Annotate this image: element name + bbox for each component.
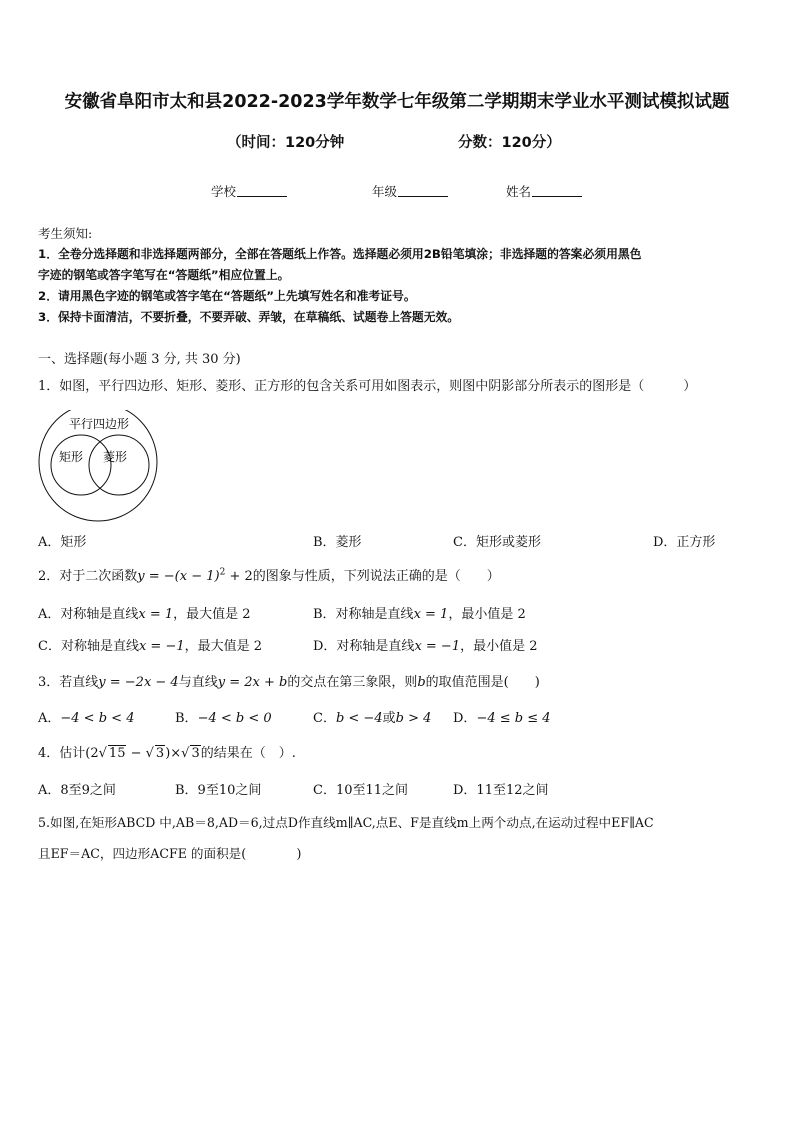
q2-stem [38,565,500,584]
q2-stem-post: 的图象与性质，下列说法正确的是（ ） [252,569,500,584]
q2-option-d[interactable]: D．对称轴是直线x = −1，最小值是 2 [313,639,538,654]
school-field [211,182,287,200]
q3-option-a[interactable]: A．−4 < b < 4 [38,711,135,726]
grade-blank [398,184,448,197]
q3-line2: y = 2x + b [217,675,288,690]
name-blank [532,184,582,197]
q1-option-a[interactable]: A．矩形 [38,535,87,550]
q4-option-a[interactable]: A．8至9之间 [38,783,116,798]
q5-stem-line1: 5.如图,在矩形ABCD 中,AB＝8,AD＝6,过点D作直线m∥AC,点E、F是直线m上两个动点,在运动过程中EF∥AC [38,815,654,830]
q4-stem: 4．估计(2√ 15 − √ 3)×√ 3的结果在（ ）. [38,746,296,761]
right-label: 菱形 [103,450,128,464]
outer-label: 平行四边形 [69,417,130,431]
name-field [506,182,582,200]
q3-option-d[interactable]: D．−4 ≤ b ≤ 4 [453,711,551,726]
q3-option-b[interactable]: B．−4 < b < 0 [175,711,272,726]
q2-stem-pre: 2．对于二次函数 [38,569,138,584]
grade-label: 年级 [372,184,398,199]
q3-option-c[interactable]: C．b < −4或b > 4 [313,711,432,726]
q4-expression: (2√ 15 − √ 3)×√ 3 [85,746,200,761]
notice-item: 2．请用黑色字迹的钢笔或答字笔在“答题纸”上先填写姓名和准考证号。 [38,289,416,303]
name-label: 姓名 [506,184,532,199]
school-label: 学校 [211,184,237,199]
q1-venn-diagram [38,410,162,525]
left-circle [51,435,111,495]
section-heading: 一、选择题(每小题 3 分, 共 30 分) [38,352,241,367]
q1-option-b[interactable]: B．菱形 [313,535,362,550]
notice-item: 1．全卷分选择题和非选择题两部分，全部在答题纸上作答。选择题必须用2B铅笔填涂；非选择题的答案必须用黑色 [38,247,642,261]
q1-option-d[interactable]: D．正方形 [653,535,716,550]
grade-field [372,182,448,200]
q2-option-c[interactable]: C．对称轴是直线x = −1，最大值是 2 [38,639,263,654]
exam-score: 分数：120分） [458,135,561,151]
q1-option-c[interactable]: C．矩形或菱形 [453,535,541,550]
q5-stem-line2: 且EF＝AC，四边形ACFE 的面积是( ) [38,846,302,861]
notice-item: 3．保持卡面清洁，不要折叠，不要弄破、弄皱，在草稿纸、试题卷上答题无效。 [38,310,460,324]
q3-line1: y = −2x − 4 [98,675,179,690]
notice-item: 字迹的钢笔或答字笔写在“答题纸”相应位置上。 [38,268,290,282]
q2-function: $y = -(x - 1)^2 + 2$ [137,567,253,584]
q4-option-c[interactable]: C．10至11之间 [313,783,409,798]
q1-stem: 1．如图，平行四边形、矩形、菱形、正方形的包含关系可用如图表示，则图中阴影部分所表示的图形是（ ） [38,379,697,394]
q4-option-b[interactable]: B．9至10之间 [175,783,262,798]
q3-stem: 3．若直线y = −2x − 4与直线y = 2x + b的交点在第三象限，则b的取值范围是( ) [38,675,540,690]
exam-time: （时间：120分钟 [227,135,345,151]
left-label: 矩形 [59,450,84,464]
notice-heading: 考生须知: [38,226,93,241]
school-blank [237,184,287,197]
q2-option-b[interactable]: B．对称轴是直线x = 1，最小值是 2 [313,607,526,622]
page-title: 安徽省阜阳市太和县2022-2023学年数学七年级第二学期期末学业水平测试模拟试题 [64,92,730,112]
q4-option-d[interactable]: D．11至12之间 [453,783,549,798]
right-circle [89,435,149,495]
q2-option-a[interactable]: A．对称轴是直线x = 1，最大值是 2 [38,607,251,622]
